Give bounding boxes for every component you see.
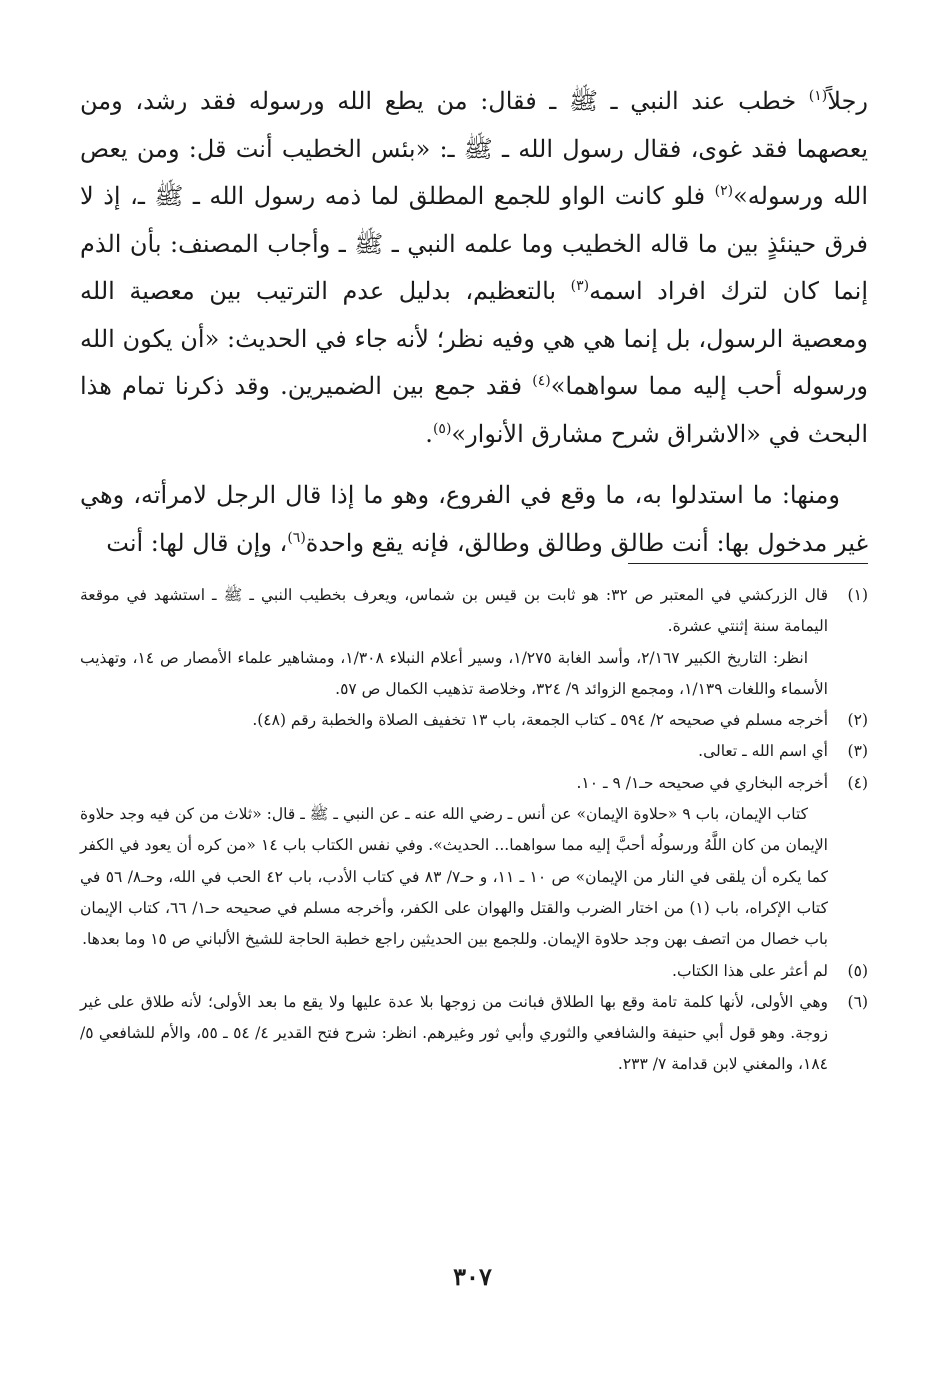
- footnote-6: [80, 987, 868, 1081]
- footnote-4: [80, 768, 868, 956]
- footnote-number: (٦): [847, 992, 868, 1011]
- footnote-text: قال الزركشي في المعتبر ص ٣٢: هو ثابت بن قيس بن شماس، ويعرف بخطيب النبي ـ ﷺ ـ استشهد في موقعة اليمامة سنة إثنتي عشرة.: [80, 586, 828, 636]
- page-number: ٣٠٧: [453, 1262, 492, 1291]
- footnote-ref-6[interactable]: (٦): [287, 529, 306, 546]
- footnote-ref-1[interactable]: (١): [808, 88, 828, 104]
- footnote-continuation: انظر: التاريخ الكبير ٢/١٦٧، وأسد الغابة ١/٢٧٥، وسير أعلام النبلاء ١/٣٠٨، ومشاهير علماء الأمصار ص ١٤، وتهذيب الأسماء واللغات ١/١٣٩، ومجمع الزوائد ٩/ ٣٢٤، وخلاصة تذهيب الكمال ص ٥٧.: [80, 648, 828, 698]
- footnote-continuation: كتاب الإيمان، باب ٩ «حلاوة الإيمان» عن أنس ـ رضي الله عنه ـ عن النبي ـ ﷺ ـ قال: «ثلاث من كن فيه وجد حلاوة الإيمان من كان اللَّهُ ورسولُه أحبَّ إليه مما سواهما... الحديث». وفي نفس الكتاب باب ١٤ «من كره أن يعود في الكفر كما يكره أن يلقى في النار من الإيمان» ص ١٠ ـ ١١، و حـ٧/ ٨٣ في كتاب الأدب، باب ٤٢ الحب في الله، وحـ٨/ ٥٦ في كتاب الإكراه، باب (١) من اختار الضرب والقتل والهوان على الكفر، وأخرجه مسلم في صحيحه حـ١/ ٦٦، كتاب الإيمان باب خصال من اتصف بهن وجد حلاوة الإيمان. وللجمع بين الحديثين راجع خطبة الحاجة للشيخ الألباني ص ١٥ وما بعدها.: [80, 805, 828, 949]
- main-text: [80, 78, 868, 567]
- footnote-ref-3[interactable]: (٣): [570, 278, 590, 294]
- footnote-number: (٢): [847, 711, 868, 730]
- footnote-3: [80, 736, 868, 767]
- footnote-number: (٤): [847, 773, 868, 792]
- footnote-number: (١): [847, 586, 868, 604]
- footnote-5: [80, 956, 868, 987]
- footnote-text: وهي الأولى، لأنها كلمة تامة وقع بها الطلاق فبانت من زوجها بلا عدة عليها ولا يقع ما بعد الأولى؛ لأنه طلاق على غير زوجة. وهو قول أبي حنيفة والشافعي والثوري وأبي ثور وغيرهم. انظر: شرح فتح القدير ٤/ ٥٤ ـ ٥٥، والأم للشافعي ٥/ ١٨٤، والمغني لابن قدامة ٧/ ٢٣٣.: [80, 992, 828, 1074]
- footnote-ref-4[interactable]: (٤): [532, 373, 551, 389]
- footnote-text: أي اسم الله ـ تعالى.: [698, 742, 828, 761]
- footnote-1: [80, 580, 868, 705]
- footnote-number: (٥): [847, 961, 868, 980]
- footnote-text: لم أعثر على هذا الكتاب.: [672, 961, 828, 980]
- footnote-2: [80, 705, 868, 736]
- footnote-text: أخرجه مسلم في صحيحه ٢/ ٥٩٤ ـ كتاب الجمعة، باب ١٣ تخفيف الصلاة والخطبة رقم (٤٨).: [252, 711, 828, 730]
- footnote-ref-2[interactable]: (٢): [714, 183, 734, 199]
- footnote-number: (٣): [847, 742, 868, 761]
- main-paragraph-2: ومنها: ما استدلوا به، ما وقع في الفروع، وهو ما إذا قال الرجل لامرأته، وهي غير مدخول بها: أنت طالق وطالق وطالق، فإنه يقع واحدة$^{(٦)}$، وإن قال لها: أنت: [80, 481, 868, 557]
- footnote-ref-5[interactable]: (٥): [432, 420, 452, 437]
- main-paragraph-1: رجلاً$^{(١)}$ خطب عند النبي ـ ﷺ ـ فقال: من يطع الله ورسوله فقد رشد، ومن يعصهما فقد غوى، فقال رسول الله ـ ﷺ ـ: «بئس الخطيب أنت قل: ومن يعص الله ورسوله»$^{(٢)}$ فلو كانت الواو للجمع المطلق لما ذمه رسول الله ـ ﷺ ـ، إذ لا فرق حينئذٍ بين ما قاله الخطيب وما علمه النبي ـ ﷺ ـ وأجاب المصنف: بأن الذم إنما كان لترك افراد اسمه$^{(٣)}$ بالتعظيم، بدليل عدم الترتيب بين معصية الله ومعصية الرسول، بل إنما هي هي وفيه نظر؛ لأنه جاء في الحديث: «أن يكون الله ورسوله أحب إليه مما سواهما»$^{(٤)}$ فقد جمع بين الضميرين. وقد ذكرنا تمام هذا البحث في «الاشراق شرح مشارق الأنوار»$^{(٥)}$.: [80, 87, 869, 448]
- footnote-divider: [628, 563, 868, 564]
- footnote-text: أخرجه البخاري في صحيحه حـ١/ ٩ ـ ١٠.: [576, 773, 828, 792]
- footnotes: [80, 580, 868, 1081]
